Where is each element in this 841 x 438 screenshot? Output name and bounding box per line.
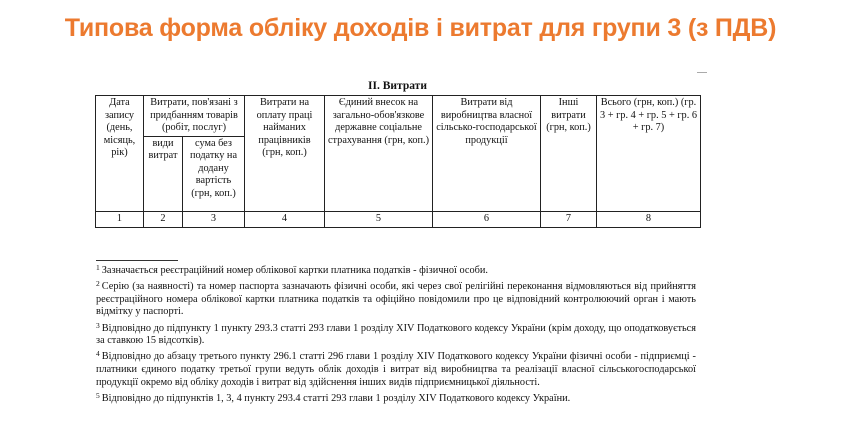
footnote-divider xyxy=(96,260,178,261)
footnote-1 xyxy=(96,265,696,278)
column-number: 6 xyxy=(433,211,541,227)
footnote-text: Відповідно до підпункту 1 пункту 293.3 статті 293 глави 1 розділу XIV Податкового кодексу України (крім доходу, що оподатковується за ставкою 15 відсотків). xyxy=(96,322,696,347)
header-labor-expenses: Витрати на оплату праці найманих працівників (грн, коп.) xyxy=(245,96,325,212)
expenses-table xyxy=(95,95,701,228)
footnote-2 xyxy=(96,281,696,319)
footnote-marker: 4 xyxy=(96,349,100,359)
footnote-marker: 5 xyxy=(96,390,100,400)
footnote-text: Серію (за наявності) та номер паспорта зазначають фізичні особи, які через свої релігійні переконання відмовляються від прийняття реєстраційного номера облікової картки платника податків та офіційно повідомили про це відповідний контролюючий орган і мають відмітку у паспорті. xyxy=(96,281,696,318)
footnote-text: Відповідно до підпунктів 1, 3, 4 пункту 293.4 статті 293 глави 1 розділу XIV Податкового кодексу України. xyxy=(101,392,571,404)
footnote-4 xyxy=(96,351,696,389)
column-number: 3 xyxy=(183,211,245,227)
footnotes xyxy=(96,265,696,409)
header-social-contribution: Єдиний внесок на загально-обов'язкове державне соціальне страхування (грн, коп.) xyxy=(325,96,433,212)
column-number: 5 xyxy=(325,211,433,227)
column-number: 4 xyxy=(245,211,325,227)
footnote-marker: 2 xyxy=(96,279,100,289)
header-total: Всього (грн, коп.) (гр. 3 + гр. 4 + гр. 5 + гр. 6 + гр. 7) xyxy=(597,96,701,212)
footnote-marker: 3 xyxy=(96,320,100,330)
header-other-expenses: Інші витрати (грн, коп.) xyxy=(541,96,597,212)
footnote-3 xyxy=(96,320,696,348)
footnote-text: Зазначається реєстраційний номер облікової картки платника податків - фізичної особи. xyxy=(101,265,488,276)
decorative-mark xyxy=(697,72,707,73)
footnote-5 xyxy=(96,390,696,406)
footnote-marker: 1 xyxy=(96,263,100,272)
column-number: 1 xyxy=(96,211,144,227)
header-agricultural-expenses: Витрати від виробництва власної сільсько-господарської продукції xyxy=(433,96,541,212)
column-number: 7 xyxy=(541,211,597,227)
table-row xyxy=(96,211,701,227)
footnote-text: Відповідно до абзацу третього пункту 296.1 статті 296 глави 1 розділу XIV Податкового кодексу України фізичні особи - підприємці - платники єдиного податку третьої групи ведуть облік доходів і витрат від виробництва та реалізації власної сільськогосподарської продукції окремо від обліку доходів і витрат від здійснення інших видів підприємницької діяльності. xyxy=(96,351,696,388)
header-amount-without-vat: сума без податку на додану вартість (грн, коп.) xyxy=(183,136,245,211)
column-number: 2 xyxy=(144,211,183,227)
column-number: 8 xyxy=(597,211,701,227)
section-title: II. Витрати xyxy=(368,80,427,92)
header-date: Дата запису (день, місяць, рік) xyxy=(96,96,144,212)
header-purchase-expenses: Витрати, пов'язані з придбанням товарів (робіт, послуг) xyxy=(144,96,245,137)
header-expense-type: види витрат xyxy=(144,136,183,211)
page-title: Типова форма обліку доходів і витрат для групи 3 (з ПДВ) xyxy=(64,14,777,42)
